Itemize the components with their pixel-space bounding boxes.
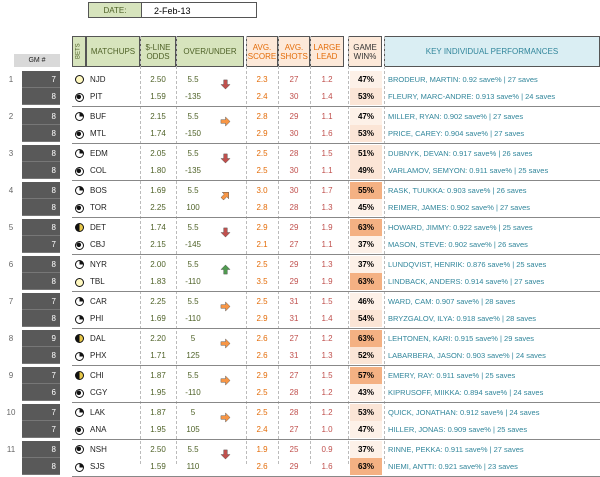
key-performance-text: DUBNYK, DEVAN: 0.917 save% | 26 saves	[388, 149, 533, 158]
table-row	[0, 310, 600, 327]
odds-header: $-LINE ODDS	[140, 36, 176, 67]
odds-value: 1.95	[150, 425, 166, 435]
team-name: TOR	[90, 203, 107, 213]
avg-score-value: 2.3	[256, 75, 268, 84]
table-row	[0, 441, 600, 458]
bet-marker-icon[interactable]	[72, 108, 86, 125]
avg-shots-value: 27	[289, 334, 299, 343]
matchups-header: MATCHUPS	[86, 36, 140, 67]
bet-marker-icon[interactable]	[72, 125, 86, 142]
win-percent-value: 63%	[350, 458, 382, 475]
date-label: DATE:	[88, 2, 142, 18]
key-performance-text: PRICE, CAREY: 0.904 save% | 27 saves	[388, 129, 525, 139]
table-row	[0, 256, 600, 273]
avg-shots-value: 27	[289, 371, 299, 380]
key-performance-text: RINNE, PEKKA: 0.911 save% | 27 saves	[388, 445, 524, 454]
large-lead-value: 1.5	[321, 297, 333, 306]
odds-value: 2.15	[150, 112, 166, 121]
avg-shots-value: 30	[289, 92, 299, 102]
key-performances-header: KEY INDIVIDUAL PERFORMANCES	[384, 36, 600, 67]
game-number: 10	[6, 408, 16, 417]
avg-shots-value: 30	[289, 186, 299, 195]
avg-score-value: 2.8	[256, 203, 268, 213]
games-played: 8	[22, 347, 60, 364]
avg-shots-value: 29	[289, 260, 299, 269]
team-name: EDM	[90, 149, 108, 158]
table-row	[0, 88, 600, 105]
odds-value: 2.50	[150, 445, 166, 454]
table-row	[0, 367, 600, 384]
table-row	[0, 384, 600, 401]
game-number: 9	[8, 371, 14, 380]
key-performance-text: RASK, TUUKKA: 0.903 save% | 26 saves	[388, 186, 527, 195]
over-under-value: 125	[186, 351, 200, 361]
avg-shots-value: 31	[289, 297, 299, 306]
games-played: 7	[22, 71, 60, 88]
games-played: 8	[22, 441, 60, 458]
avg-score-value: 2.9	[256, 371, 268, 380]
over-under-value: -135	[184, 92, 201, 102]
over-under-value: -110	[185, 388, 201, 398]
odds-value: 1.87	[150, 371, 166, 380]
over-under-value: 5.5	[187, 223, 199, 232]
avg-shots-value: 30	[289, 166, 299, 176]
avg-shots-value: 31	[289, 314, 299, 324]
odds-value: 1.83	[150, 277, 166, 287]
key-performance-text: KIPRUSOFF, MIIKKA: 0.894 save% | 24 saves	[388, 388, 544, 398]
game-number: 6	[8, 260, 14, 269]
game-number: 7	[8, 297, 14, 306]
bet-marker-icon[interactable]	[72, 293, 86, 310]
key-performance-text: BRODEUR, MARTIN: 0.92 save% | 27 saves	[388, 75, 538, 84]
date-box	[88, 2, 257, 18]
avg-score-value: 2.5	[256, 388, 268, 398]
over-under-value: 5.5	[187, 186, 199, 195]
games-played: 8	[22, 273, 60, 290]
odds-value: 1.80	[150, 166, 166, 176]
win-percent-value: 37%	[350, 236, 382, 253]
win-percent-value: 49%	[350, 162, 382, 179]
odds-value: 2.25	[150, 297, 166, 306]
avg-shots-value: 27	[289, 240, 299, 250]
over-under-value: 110	[186, 462, 200, 472]
avg-score-value: 2.9	[256, 129, 268, 139]
key-performance-text: VARLAMOV, SEMYON: 0.911 save% | 25 saves	[388, 166, 549, 176]
odds-value: 1.74	[150, 129, 166, 139]
bet-marker-icon[interactable]	[72, 162, 86, 179]
games-played: 7	[22, 367, 60, 384]
key-performance-text: LEHTONEN, KARI: 0.915 save% | 29 saves	[388, 334, 535, 343]
team-name: TBL	[90, 277, 105, 287]
avg-score-value: 2.1	[256, 240, 268, 250]
large-lead-value: 1.4	[321, 92, 333, 102]
avg-score-value: 3.5	[256, 277, 268, 287]
odds-value: 1.59	[150, 462, 166, 472]
game-number: 11	[6, 445, 16, 454]
bet-marker-icon[interactable]	[72, 219, 86, 236]
large-lead-value: 1.5	[321, 371, 333, 380]
odds-value: 2.25	[150, 203, 166, 213]
team-name: CHI	[90, 371, 104, 380]
over-under-value: 5.5	[187, 149, 199, 158]
avg-shots-value: 28	[289, 408, 299, 417]
win-percent-value: 63%	[350, 219, 382, 236]
key-performance-text: LINDBACK, ANDERS: 0.914 save% | 27 saves	[388, 277, 545, 287]
over-under-value: 5.5	[187, 260, 199, 269]
avg-shots-value: 29	[289, 277, 299, 287]
bet-marker-icon[interactable]	[72, 273, 86, 290]
gm-header: GM #	[14, 54, 60, 67]
win-percent-value: 47%	[350, 71, 382, 88]
odds-value: 1.69	[150, 186, 166, 195]
bet-marker-icon[interactable]	[72, 367, 86, 384]
large-lead-value: 1.6	[321, 462, 333, 472]
avg-shots-value: 27	[289, 75, 299, 84]
games-played: 8	[22, 145, 60, 162]
table-row	[0, 236, 600, 253]
table-row	[0, 125, 600, 142]
avg-shots-value: 27	[289, 425, 299, 435]
team-name: PIT	[90, 92, 103, 102]
games-played: 8	[22, 108, 60, 125]
bet-marker-icon[interactable]	[72, 199, 86, 216]
large-lead-value: 1.7	[321, 186, 333, 195]
bet-marker-icon[interactable]	[72, 88, 86, 105]
table-row	[0, 145, 600, 162]
game-number: 8	[8, 334, 14, 343]
bet-marker-icon[interactable]	[72, 441, 86, 458]
games-played: 7	[22, 404, 60, 421]
games-played: 7	[22, 236, 60, 253]
game-number: 2	[8, 112, 14, 121]
key-performance-text: FLEURY, MARC-ANDRE: 0.913 save% | 24 saves	[388, 92, 556, 102]
bet-marker-icon[interactable]	[72, 458, 86, 475]
games-played: 8	[22, 162, 60, 179]
large-lead-value: 1.1	[321, 166, 333, 176]
table-row	[0, 458, 600, 475]
win-percent-value: 45%	[350, 199, 382, 216]
avg-shots-value: 28	[289, 149, 299, 158]
avg-score-value: 2.5	[256, 149, 268, 158]
bet-marker-icon[interactable]	[72, 256, 86, 273]
bet-marker-icon[interactable]	[72, 182, 86, 199]
table-row	[0, 404, 600, 421]
avg-score-value: 2.6	[256, 462, 268, 472]
bet-marker-icon[interactable]	[72, 330, 86, 347]
win-percent-value: 53%	[350, 125, 382, 142]
team-name: NSH	[90, 445, 107, 454]
over-under-value: 5.5	[187, 371, 199, 380]
table-row	[0, 347, 600, 364]
table-row	[0, 293, 600, 310]
win-percent-value: 63%	[350, 330, 382, 347]
large-lead-value: 1.3	[321, 351, 333, 361]
table-row	[0, 330, 600, 347]
game-number: 1	[8, 75, 14, 84]
large-lead-value: 1.3	[321, 260, 333, 269]
large-lead-value: 1.2	[321, 408, 333, 417]
games-played: 8	[22, 125, 60, 142]
win-percent-value: 47%	[350, 108, 382, 125]
over-under-value: 5	[190, 334, 196, 343]
avg-score-value: 2.9	[256, 223, 268, 232]
avg-score-value: 2.4	[256, 425, 268, 435]
odds-value: 1.95	[150, 388, 166, 398]
table-row	[0, 421, 600, 438]
team-name: NYR	[90, 260, 107, 269]
game-win-header: GAME WIN%	[348, 36, 382, 67]
games-played: 8	[22, 199, 60, 216]
large-lead-value: 1.2	[321, 388, 333, 398]
large-lead-value: 1.0	[321, 425, 333, 435]
table-row	[0, 182, 600, 199]
date-value[interactable]: 2-Feb-13	[142, 2, 257, 18]
games-played: 9	[22, 330, 60, 347]
team-name: SJS	[90, 462, 105, 472]
team-name: PHI	[90, 314, 104, 324]
avg-score-value: 2.9	[256, 314, 268, 324]
key-performance-text: HILLER, JONAS: 0.909 save% | 25 saves	[388, 425, 528, 435]
avg-shots-value: 31	[289, 351, 299, 361]
bets-header: BETS	[72, 36, 86, 67]
avg-shots-value: 29	[289, 223, 299, 232]
games-played: 6	[22, 384, 60, 401]
avg-score-value: 1.9	[256, 445, 268, 454]
avg-shots-value: 28	[289, 203, 299, 213]
avg-shots-header: AVG. SHOTS	[278, 36, 310, 67]
win-percent-value: 37%	[350, 441, 382, 458]
avg-score-value: 2.5	[256, 260, 268, 269]
large-lead-value: 1.9	[321, 277, 333, 287]
large-lead-header: LARGE LEAD	[310, 36, 344, 67]
avg-shots-value: 28	[289, 388, 299, 398]
large-lead-value: 1.1	[321, 240, 333, 250]
win-percent-value: 63%	[350, 273, 382, 290]
key-performance-text: WARD, CAM: 0.907 save% | 28 saves	[388, 297, 516, 306]
avg-score-value: 2.6	[256, 351, 268, 361]
avg-shots-value: 29	[289, 112, 299, 121]
large-lead-value: 1.3	[321, 203, 333, 213]
key-performance-text: LUNDQVIST, HENRIK: 0.876 save% | 25 saves	[388, 260, 547, 269]
odds-value: 2.15	[150, 240, 166, 250]
table-row	[0, 162, 600, 179]
games-played: 8	[22, 88, 60, 105]
team-name: CGY	[90, 388, 108, 398]
odds-value: 1.71	[150, 351, 166, 361]
large-lead-value: 1.1	[321, 112, 333, 121]
over-under-value: 5.5	[187, 75, 199, 84]
key-performance-text: NIEMI, ANTTI: 0.921 save% | 23 saves	[388, 462, 518, 472]
games-played: 7	[22, 293, 60, 310]
team-name: CBJ	[90, 240, 106, 250]
table-row	[0, 108, 600, 125]
win-percent-value: 51%	[350, 145, 382, 162]
team-name: BUF	[90, 112, 106, 121]
game-number: 4	[8, 186, 14, 195]
large-lead-value: 1.9	[321, 223, 333, 232]
key-performance-text: MASON, STEVE: 0.902 save% | 26 saves	[388, 240, 528, 250]
odds-value: 1.59	[150, 92, 166, 102]
avg-score-value: 3.0	[256, 186, 268, 195]
table-row	[0, 71, 600, 88]
win-percent-value: 53%	[350, 88, 382, 105]
odds-value: 2.20	[150, 334, 166, 343]
avg-score-value: 2.6	[256, 334, 268, 343]
key-performance-text: QUICK, JONATHAN: 0.912 save% | 24 saves	[388, 408, 540, 417]
game-number: 5	[8, 223, 14, 232]
odds-value: 1.69	[150, 314, 166, 324]
large-lead-value: 1.6	[321, 129, 333, 139]
bet-marker-icon[interactable]	[72, 404, 86, 421]
bet-marker-icon[interactable]	[72, 145, 86, 162]
over-under-value: -135	[184, 166, 201, 176]
over-under-value: 5.5	[187, 297, 199, 306]
bet-marker-icon[interactable]	[72, 236, 86, 253]
team-name: ANA	[90, 425, 107, 435]
odds-value: 2.00	[150, 260, 166, 269]
key-performance-text: BRYZGALOV, ILYA: 0.918 save% | 28 saves	[388, 314, 537, 324]
large-lead-value: 0.9	[321, 445, 333, 454]
over-under-value: 100	[186, 203, 200, 213]
key-performance-text: LABARBERA, JASON: 0.903 save% | 24 saves	[388, 351, 546, 361]
table-row	[0, 219, 600, 236]
games-played: 8	[22, 182, 60, 199]
team-name: CAR	[90, 297, 107, 306]
odds-value: 2.50	[150, 75, 166, 84]
win-percent-value: 54%	[350, 310, 382, 327]
large-lead-value: 1.2	[321, 75, 333, 84]
over-under-value: -150	[184, 129, 201, 139]
avg-score-value: 2.5	[256, 297, 268, 306]
bet-marker-icon[interactable]	[72, 347, 86, 364]
avg-score-header: AVG. SCORE	[246, 36, 278, 67]
games-played: 8	[22, 310, 60, 327]
key-performance-text: REIMER, JAMES: 0.902 save% | 27 saves	[388, 203, 531, 213]
over-under-value: -110	[185, 277, 201, 287]
team-name: DAL	[90, 334, 106, 343]
win-percent-value: 55%	[350, 182, 382, 199]
over-under-header: OVER/UNDER	[176, 36, 244, 67]
avg-score-value: 2.5	[256, 166, 268, 176]
bet-marker-icon[interactable]	[72, 71, 86, 88]
games-played: 7	[22, 421, 60, 438]
over-under-value: 5	[190, 408, 196, 417]
key-performance-text: HOWARD, JIMMY: 0.922 save% | 25 saves	[388, 223, 533, 232]
games-played: 8	[22, 458, 60, 475]
games-played: 8	[22, 256, 60, 273]
bet-marker-icon[interactable]	[72, 421, 86, 438]
win-percent-value: 57%	[350, 367, 382, 384]
bet-marker-icon[interactable]	[72, 384, 86, 401]
odds-value: 1.87	[150, 408, 166, 417]
over-under-value: -110	[185, 314, 201, 324]
team-name: MTL	[90, 129, 106, 139]
over-under-value: 5.5	[187, 112, 199, 121]
over-under-value: 105	[186, 425, 200, 435]
win-percent-value: 46%	[350, 293, 382, 310]
team-name: PHX	[90, 351, 107, 361]
over-under-value: -145	[184, 240, 201, 250]
over-under-value: 5.5	[187, 445, 199, 454]
win-percent-value: 53%	[350, 404, 382, 421]
key-performance-text: MILLER, RYAN: 0.902 save% | 27 saves	[388, 112, 524, 121]
large-lead-value: 1.4	[321, 314, 333, 324]
avg-shots-value: 30	[289, 129, 299, 139]
avg-score-value: 2.4	[256, 92, 268, 102]
win-percent-value: 52%	[350, 347, 382, 364]
bet-marker-icon[interactable]	[72, 310, 86, 327]
large-lead-value: 1.2	[321, 334, 333, 343]
team-name: NJD	[90, 75, 106, 84]
large-lead-value: 1.5	[321, 149, 333, 158]
win-percent-value: 43%	[350, 384, 382, 401]
avg-shots-value: 29	[289, 462, 299, 472]
avg-score-value: 2.5	[256, 408, 268, 417]
team-name: LAK	[90, 408, 106, 417]
key-performance-text: EMERY, RAY: 0.911 save% | 25 saves	[388, 371, 516, 380]
team-name: BOS	[90, 186, 107, 195]
odds-value: 2.05	[150, 149, 166, 158]
games-played: 8	[22, 219, 60, 236]
odds-value: 1.74	[150, 223, 166, 232]
win-percent-value: 47%	[350, 421, 382, 438]
team-name: COL	[90, 166, 107, 176]
game-number: 3	[8, 149, 14, 158]
table-row	[0, 199, 600, 216]
win-percent-value: 37%	[350, 256, 382, 273]
avg-shots-value: 25	[289, 445, 299, 454]
table-row	[0, 273, 600, 290]
avg-score-value: 2.8	[256, 112, 268, 121]
team-name: DET	[90, 223, 106, 232]
